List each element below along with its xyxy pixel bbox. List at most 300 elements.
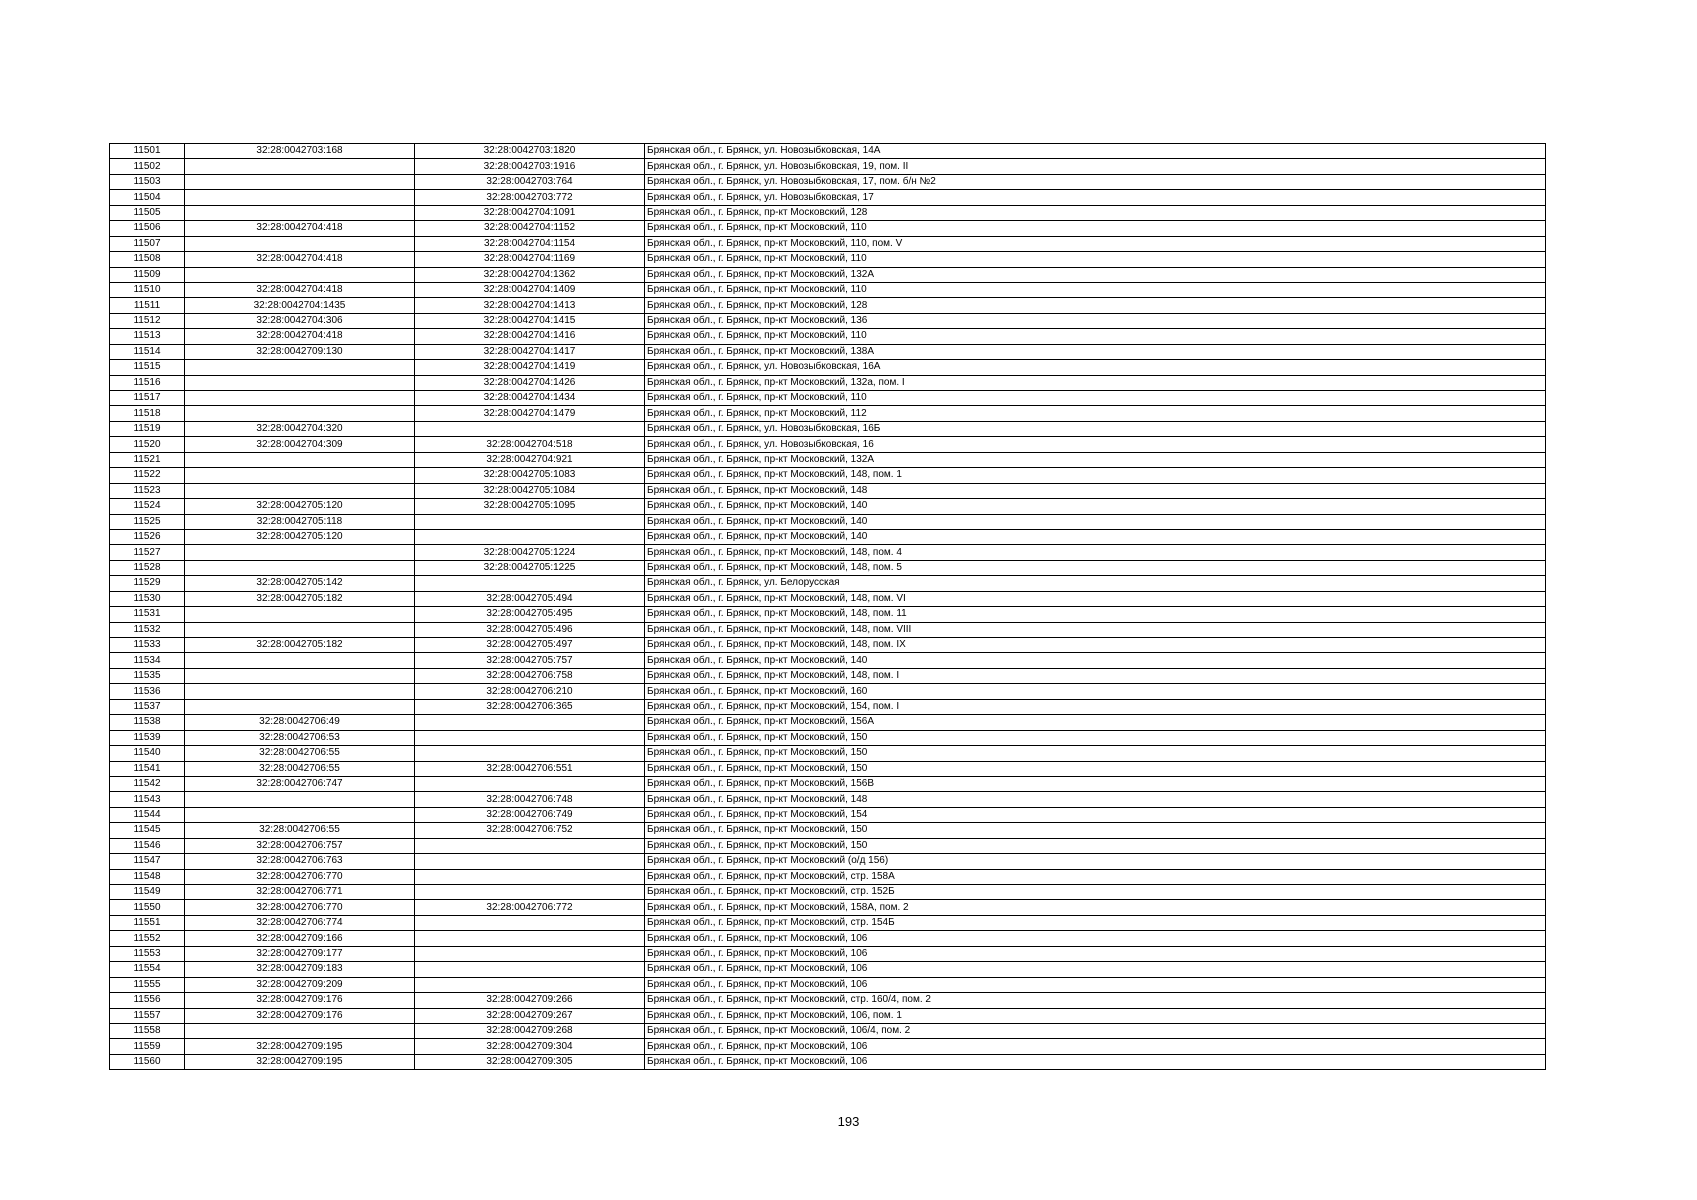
- object-number-cell: [415, 854, 645, 869]
- object-number-cell: [415, 421, 645, 436]
- address-cell: Брянская обл., г. Брянск, ул. Новозыбковская, 16А: [645, 360, 1546, 375]
- table-row: [110, 174, 1546, 189]
- object-number-cell: 32:28:0042703:1916: [415, 159, 645, 174]
- row-number-cell: 11557: [110, 1008, 185, 1023]
- row-number-cell: 11534: [110, 653, 185, 668]
- parcel-number-cell: 32:28:0042706:771: [185, 885, 415, 900]
- row-number-cell: 11503: [110, 174, 185, 189]
- parcel-number-cell: 32:28:0042709:209: [185, 977, 415, 992]
- row-number-cell: 11545: [110, 823, 185, 838]
- address-cell: Брянская обл., г. Брянск, пр-кт Московский, 148: [645, 792, 1546, 807]
- object-number-cell: 32:28:0042704:1426: [415, 375, 645, 390]
- parcel-number-cell: 32:28:0042705:118: [185, 514, 415, 529]
- parcel-number-cell: [185, 159, 415, 174]
- object-number-cell: 32:28:0042705:1095: [415, 499, 645, 514]
- object-number-cell: [415, 977, 645, 992]
- parcel-number-cell: 32:28:0042706:770: [185, 869, 415, 884]
- address-cell: Брянская обл., г. Брянск, пр-кт Московский, 106: [645, 946, 1546, 961]
- row-number-cell: 11523: [110, 483, 185, 498]
- parcel-number-cell: [185, 468, 415, 483]
- object-number-cell: [415, 931, 645, 946]
- table-row: [110, 499, 1546, 514]
- address-cell: Брянская обл., г. Брянск, пр-кт Московский, 160: [645, 684, 1546, 699]
- table-row: [110, 854, 1546, 869]
- object-number-cell: 32:28:0042704:518: [415, 437, 645, 452]
- row-number-cell: 11537: [110, 699, 185, 714]
- object-number-cell: 32:28:0042705:1084: [415, 483, 645, 498]
- object-number-cell: [415, 838, 645, 853]
- object-number-cell: [415, 730, 645, 745]
- row-number-cell: 11502: [110, 159, 185, 174]
- parcel-number-cell: 32:28:0042705:142: [185, 576, 415, 591]
- table-row: [110, 421, 1546, 436]
- object-number-cell: 32:28:0042706:772: [415, 900, 645, 915]
- parcel-number-cell: 32:28:0042704:1435: [185, 298, 415, 313]
- parcel-number-cell: [185, 653, 415, 668]
- object-number-cell: 32:28:0042705:1225: [415, 560, 645, 575]
- table-row: [110, 915, 1546, 930]
- address-cell: Брянская обл., г. Брянск, пр-кт Московский, 110: [645, 282, 1546, 297]
- object-number-cell: 32:28:0042705:495: [415, 607, 645, 622]
- address-cell: Брянская обл., г. Брянск, пр-кт Московский, 110, пом. V: [645, 236, 1546, 251]
- object-number-cell: 32:28:0042704:1091: [415, 205, 645, 220]
- address-cell: Брянская обл., г. Брянск, пр-кт Московский, 156В: [645, 776, 1546, 791]
- address-cell: Брянская обл., г. Брянск, пр-кт Московский, 112: [645, 406, 1546, 421]
- row-number-cell: 11522: [110, 468, 185, 483]
- row-number-cell: 11529: [110, 576, 185, 591]
- row-number-cell: 11516: [110, 375, 185, 390]
- parcel-number-cell: 32:28:0042705:120: [185, 499, 415, 514]
- row-number-cell: 11543: [110, 792, 185, 807]
- object-number-cell: 32:28:0042709:304: [415, 1039, 645, 1054]
- row-number-cell: 11556: [110, 993, 185, 1008]
- row-number-cell: 11525: [110, 514, 185, 529]
- address-cell: Брянская обл., г. Брянск, пр-кт Московский, 148, пом. 4: [645, 545, 1546, 560]
- row-number-cell: 11532: [110, 622, 185, 637]
- table-row: [110, 529, 1546, 544]
- parcel-number-cell: 32:28:0042704:309: [185, 437, 415, 452]
- parcel-number-cell: 32:28:0042706:53: [185, 730, 415, 745]
- address-cell: Брянская обл., г. Брянск, пр-кт Московский, 128: [645, 298, 1546, 313]
- row-number-cell: 11506: [110, 221, 185, 236]
- address-cell: Брянская обл., г. Брянск, пр-кт Московский (о/д 156): [645, 854, 1546, 869]
- table-row: [110, 993, 1546, 1008]
- object-number-cell: 32:28:0042704:1416: [415, 329, 645, 344]
- table-row: [110, 715, 1546, 730]
- parcel-number-cell: 32:28:0042706:757: [185, 838, 415, 853]
- table-row: [110, 267, 1546, 282]
- table-row: [110, 653, 1546, 668]
- row-number-cell: 11518: [110, 406, 185, 421]
- object-number-cell: [415, 514, 645, 529]
- table-row: [110, 205, 1546, 220]
- address-cell: Брянская обл., г. Брянск, пр-кт Московский, 150: [645, 746, 1546, 761]
- row-number-cell: 11540: [110, 746, 185, 761]
- parcel-number-cell: 32:28:0042703:168: [185, 144, 415, 159]
- table-row: [110, 313, 1546, 328]
- object-number-cell: 32:28:0042705:496: [415, 622, 645, 637]
- address-cell: Брянская обл., г. Брянск, пр-кт Московский, 132а, пом. I: [645, 375, 1546, 390]
- table-row: [110, 452, 1546, 467]
- table-row: [110, 699, 1546, 714]
- parcel-number-cell: [185, 684, 415, 699]
- parcel-number-cell: 32:28:0042706:55: [185, 823, 415, 838]
- parcel-number-cell: 32:28:0042709:166: [185, 931, 415, 946]
- row-number-cell: 11509: [110, 267, 185, 282]
- object-number-cell: 32:28:0042704:1415: [415, 313, 645, 328]
- parcel-number-cell: [185, 668, 415, 683]
- object-number-cell: [415, 915, 645, 930]
- row-number-cell: 11510: [110, 282, 185, 297]
- parcel-number-cell: [185, 174, 415, 189]
- address-cell: Брянская обл., г. Брянск, ул. Новозыбковская, 17, пом. б/н №2: [645, 174, 1546, 189]
- row-number-cell: 11530: [110, 591, 185, 606]
- table-row: [110, 931, 1546, 946]
- object-number-cell: 32:28:0042706:749: [415, 807, 645, 822]
- table-row: [110, 607, 1546, 622]
- row-number-cell: 11517: [110, 391, 185, 406]
- parcel-number-cell: 32:28:0042704:418: [185, 329, 415, 344]
- table-row: [110, 252, 1546, 267]
- address-cell: Брянская обл., г. Брянск, пр-кт Московский, 140: [645, 499, 1546, 514]
- address-cell: Брянская обл., г. Брянск, пр-кт Московский, 140: [645, 529, 1546, 544]
- table-row: [110, 545, 1546, 560]
- table-row: [110, 329, 1546, 344]
- row-number-cell: 11511: [110, 298, 185, 313]
- row-number-cell: 11547: [110, 854, 185, 869]
- object-number-cell: 32:28:0042705:494: [415, 591, 645, 606]
- address-cell: Брянская обл., г. Брянск, пр-кт Московский, 110: [645, 391, 1546, 406]
- object-number-cell: 32:28:0042706:748: [415, 792, 645, 807]
- row-number-cell: 11526: [110, 529, 185, 544]
- row-number-cell: 11515: [110, 360, 185, 375]
- row-number-cell: 11505: [110, 205, 185, 220]
- parcel-number-cell: [185, 483, 415, 498]
- address-cell: Брянская обл., г. Брянск, ул. Новозыбковская, 16Б: [645, 421, 1546, 436]
- object-number-cell: 32:28:0042704:1152: [415, 221, 645, 236]
- row-number-cell: 11555: [110, 977, 185, 992]
- parcel-number-cell: 32:28:0042709:183: [185, 962, 415, 977]
- parcel-number-cell: 32:28:0042709:176: [185, 993, 415, 1008]
- object-number-cell: 32:28:0042706:758: [415, 668, 645, 683]
- object-number-cell: [415, 746, 645, 761]
- table-row: [110, 869, 1546, 884]
- address-cell: Брянская обл., г. Брянск, пр-кт Московский, 148, пом. VIII: [645, 622, 1546, 637]
- address-cell: Брянская обл., г. Брянск, ул. Новозыбковская, 17: [645, 190, 1546, 205]
- address-cell: Брянская обл., г. Брянск, пр-кт Московский, 106: [645, 1039, 1546, 1054]
- row-number-cell: 11539: [110, 730, 185, 745]
- row-number-cell: 11552: [110, 931, 185, 946]
- table-row: [110, 560, 1546, 575]
- address-cell: Брянская обл., г. Брянск, ул. Белорусская: [645, 576, 1546, 591]
- row-number-cell: 11559: [110, 1039, 185, 1054]
- row-number-cell: 11548: [110, 869, 185, 884]
- parcel-number-cell: [185, 205, 415, 220]
- table-row: [110, 591, 1546, 606]
- object-number-cell: 32:28:0042705:497: [415, 638, 645, 653]
- object-number-cell: 32:28:0042705:1083: [415, 468, 645, 483]
- table-row: [110, 885, 1546, 900]
- object-number-cell: 32:28:0042704:1419: [415, 360, 645, 375]
- address-cell: Брянская обл., г. Брянск, пр-кт Московский, 150: [645, 730, 1546, 745]
- object-number-cell: 32:28:0042704:1169: [415, 252, 645, 267]
- address-cell: Брянская обл., г. Брянск, пр-кт Московский, 106: [645, 962, 1546, 977]
- object-number-cell: 32:28:0042704:1409: [415, 282, 645, 297]
- parcel-number-cell: 32:28:0042709:176: [185, 1008, 415, 1023]
- parcel-number-cell: 32:28:0042706:770: [185, 900, 415, 915]
- object-number-cell: 32:28:0042706:210: [415, 684, 645, 699]
- address-cell: Брянская обл., г. Брянск, пр-кт Московский, 132А: [645, 267, 1546, 282]
- address-cell: Брянская обл., г. Брянск, пр-кт Московский, 132А: [645, 452, 1546, 467]
- row-number-cell: 11533: [110, 638, 185, 653]
- parcel-number-cell: [185, 406, 415, 421]
- parcel-number-cell: [185, 267, 415, 282]
- row-number-cell: 11544: [110, 807, 185, 822]
- address-cell: Брянская обл., г. Брянск, пр-кт Московский, 148, пом. 1: [645, 468, 1546, 483]
- table-row: [110, 900, 1546, 915]
- object-number-cell: 32:28:0042703:1820: [415, 144, 645, 159]
- table-row: [110, 360, 1546, 375]
- parcel-number-cell: 32:28:0042705:182: [185, 638, 415, 653]
- row-number-cell: 11554: [110, 962, 185, 977]
- object-number-cell: 32:28:0042704:1434: [415, 391, 645, 406]
- row-number-cell: 11521: [110, 452, 185, 467]
- object-number-cell: 32:28:0042704:1417: [415, 344, 645, 359]
- object-number-cell: [415, 576, 645, 591]
- row-number-cell: 11553: [110, 946, 185, 961]
- parcel-number-cell: 32:28:0042706:747: [185, 776, 415, 791]
- parcel-number-cell: 32:28:0042709:195: [185, 1039, 415, 1054]
- table-row: [110, 576, 1546, 591]
- address-cell: Брянская обл., г. Брянск, пр-кт Московский, 148, пом. VI: [645, 591, 1546, 606]
- parcel-number-cell: [185, 190, 415, 205]
- parcel-number-cell: [185, 236, 415, 251]
- page-number: 193: [837, 1114, 860, 1129]
- table-row: [110, 761, 1546, 776]
- table-row: [110, 746, 1546, 761]
- address-cell: Брянская обл., г. Брянск, ул. Новозыбковская, 14А: [645, 144, 1546, 159]
- table-row: [110, 962, 1546, 977]
- row-number-cell: 11514: [110, 344, 185, 359]
- table-row: [110, 792, 1546, 807]
- parcel-number-cell: 32:28:0042705:120: [185, 529, 415, 544]
- address-cell: Брянская обл., г. Брянск, пр-кт Московский, 156А: [645, 715, 1546, 730]
- parcel-number-cell: [185, 391, 415, 406]
- table-row: [110, 468, 1546, 483]
- address-cell: Брянская обл., г. Брянск, пр-кт Московский, 148, пом. I: [645, 668, 1546, 683]
- table-row: [110, 437, 1546, 452]
- parcel-number-cell: [185, 1023, 415, 1038]
- row-number-cell: 11541: [110, 761, 185, 776]
- address-cell: Брянская обл., г. Брянск, пр-кт Московский, 106/4, пом. 2: [645, 1023, 1546, 1038]
- table-row: [110, 221, 1546, 236]
- table-row: [110, 391, 1546, 406]
- object-number-cell: 32:28:0042703:772: [415, 190, 645, 205]
- parcel-number-cell: 32:28:0042706:774: [185, 915, 415, 930]
- row-number-cell: 11558: [110, 1023, 185, 1038]
- address-cell: Брянская обл., г. Брянск, пр-кт Московский, 148, пом. IX: [645, 638, 1546, 653]
- parcel-number-cell: 32:28:0042704:418: [185, 221, 415, 236]
- object-number-cell: 32:28:0042704:1154: [415, 236, 645, 251]
- object-number-cell: [415, 776, 645, 791]
- parcel-number-cell: 32:28:0042709:195: [185, 1054, 415, 1069]
- parcel-number-cell: 32:28:0042704:418: [185, 282, 415, 297]
- object-number-cell: 32:28:0042709:268: [415, 1023, 645, 1038]
- table-row: [110, 514, 1546, 529]
- row-number-cell: 11524: [110, 499, 185, 514]
- table-row: [110, 236, 1546, 251]
- object-number-cell: 32:28:0042709:267: [415, 1008, 645, 1023]
- row-number-cell: 11519: [110, 421, 185, 436]
- row-number-cell: 11546: [110, 838, 185, 853]
- parcel-number-cell: 32:28:0042706:55: [185, 746, 415, 761]
- address-cell: Брянская обл., г. Брянск, пр-кт Московский, стр. 154Б: [645, 915, 1546, 930]
- object-number-cell: 32:28:0042704:921: [415, 452, 645, 467]
- address-cell: Брянская обл., г. Брянск, пр-кт Московский, 106, пом. 1: [645, 1008, 1546, 1023]
- parcel-number-cell: 32:28:0042704:320: [185, 421, 415, 436]
- address-cell: Брянская обл., г. Брянск, пр-кт Московский, 148, пом. 11: [645, 607, 1546, 622]
- parcel-number-cell: [185, 360, 415, 375]
- parcel-number-cell: [185, 699, 415, 714]
- object-number-cell: [415, 962, 645, 977]
- object-number-cell: 32:28:0042703:764: [415, 174, 645, 189]
- row-number-cell: 11520: [110, 437, 185, 452]
- registry-table: [109, 143, 1546, 1070]
- object-number-cell: [415, 946, 645, 961]
- parcel-number-cell: 32:28:0042706:763: [185, 854, 415, 869]
- object-number-cell: [415, 529, 645, 544]
- row-number-cell: 11512: [110, 313, 185, 328]
- address-cell: Брянская обл., г. Брянск, пр-кт Московский, 150: [645, 838, 1546, 853]
- row-number-cell: 11560: [110, 1054, 185, 1069]
- row-number-cell: 11508: [110, 252, 185, 267]
- object-number-cell: 32:28:0042706:752: [415, 823, 645, 838]
- address-cell: Брянская обл., г. Брянск, пр-кт Московский, 154: [645, 807, 1546, 822]
- address-cell: Брянская обл., г. Брянск, пр-кт Московский, 128: [645, 205, 1546, 220]
- table-row: [110, 622, 1546, 637]
- table-row: [110, 406, 1546, 421]
- row-number-cell: 11507: [110, 236, 185, 251]
- row-number-cell: 11513: [110, 329, 185, 344]
- table-row: [110, 807, 1546, 822]
- address-cell: Брянская обл., г. Брянск, пр-кт Московский, 106: [645, 977, 1546, 992]
- address-cell: Брянская обл., г. Брянск, пр-кт Московский, 140: [645, 653, 1546, 668]
- parcel-number-cell: [185, 452, 415, 467]
- address-cell: Брянская обл., г. Брянск, пр-кт Московский, стр. 152Б: [645, 885, 1546, 900]
- row-number-cell: 11501: [110, 144, 185, 159]
- address-cell: Брянская обл., г. Брянск, пр-кт Московский, 140: [645, 514, 1546, 529]
- parcel-number-cell: [185, 560, 415, 575]
- address-cell: Брянская обл., г. Брянск, ул. Новозыбковская, 16: [645, 437, 1546, 452]
- address-cell: Брянская обл., г. Брянск, пр-кт Московский, 106: [645, 931, 1546, 946]
- address-cell: Брянская обл., г. Брянск, пр-кт Московский, 150: [645, 761, 1546, 776]
- parcel-number-cell: [185, 792, 415, 807]
- address-cell: Брянская обл., г. Брянск, пр-кт Московский, 138А: [645, 344, 1546, 359]
- row-number-cell: 11535: [110, 668, 185, 683]
- table-row: [110, 190, 1546, 205]
- parcel-number-cell: 32:28:0042706:49: [185, 715, 415, 730]
- address-cell: Брянская обл., г. Брянск, пр-кт Московский, 150: [645, 823, 1546, 838]
- parcel-number-cell: 32:28:0042709:130: [185, 344, 415, 359]
- object-number-cell: 32:28:0042705:757: [415, 653, 645, 668]
- parcel-number-cell: [185, 622, 415, 637]
- table-row: [110, 776, 1546, 791]
- row-number-cell: 11550: [110, 900, 185, 915]
- table-row: [110, 1023, 1546, 1038]
- address-cell: Брянская обл., г. Брянск, пр-кт Московский, 110: [645, 252, 1546, 267]
- row-number-cell: 11528: [110, 560, 185, 575]
- object-number-cell: 32:28:0042709:305: [415, 1054, 645, 1069]
- object-number-cell: 32:28:0042704:1479: [415, 406, 645, 421]
- table-row: [110, 823, 1546, 838]
- row-number-cell: 11549: [110, 885, 185, 900]
- parcel-number-cell: 32:28:0042706:55: [185, 761, 415, 776]
- row-number-cell: 11538: [110, 715, 185, 730]
- row-number-cell: 11542: [110, 776, 185, 791]
- parcel-number-cell: 32:28:0042709:177: [185, 946, 415, 961]
- parcel-number-cell: 32:28:0042704:306: [185, 313, 415, 328]
- object-number-cell: 32:28:0042709:266: [415, 993, 645, 1008]
- address-cell: Брянская обл., г. Брянск, пр-кт Московский, 158А, пом. 2: [645, 900, 1546, 915]
- table-row: [110, 483, 1546, 498]
- table-row: [110, 344, 1546, 359]
- table-row: [110, 159, 1546, 174]
- table-row: [110, 1039, 1546, 1054]
- table-row: [110, 282, 1546, 297]
- table-row: [110, 730, 1546, 745]
- row-number-cell: 11527: [110, 545, 185, 560]
- object-number-cell: [415, 885, 645, 900]
- address-cell: Брянская обл., г. Брянск, пр-кт Московский, 110: [645, 221, 1546, 236]
- address-cell: Брянская обл., г. Брянск, пр-кт Московский, 148: [645, 483, 1546, 498]
- object-number-cell: [415, 715, 645, 730]
- table-row: [110, 668, 1546, 683]
- address-cell: Брянская обл., г. Брянск, пр-кт Московский, 136: [645, 313, 1546, 328]
- parcel-number-cell: [185, 375, 415, 390]
- parcel-number-cell: 32:28:0042704:418: [185, 252, 415, 267]
- table-row: [110, 298, 1546, 313]
- row-number-cell: 11504: [110, 190, 185, 205]
- parcel-number-cell: 32:28:0042705:182: [185, 591, 415, 606]
- address-cell: Брянская обл., г. Брянск, ул. Новозыбковская, 19, пом. II: [645, 159, 1546, 174]
- parcel-number-cell: [185, 545, 415, 560]
- address-cell: Брянская обл., г. Брянск, пр-кт Московский, 106: [645, 1054, 1546, 1069]
- object-number-cell: 32:28:0042706:551: [415, 761, 645, 776]
- address-cell: Брянская обл., г. Брянск, пр-кт Московский, 148, пом. 5: [645, 560, 1546, 575]
- object-number-cell: 32:28:0042705:1224: [415, 545, 645, 560]
- address-cell: Брянская обл., г. Брянск, пр-кт Московский, стр. 160/4, пом. 2: [645, 993, 1546, 1008]
- address-cell: Брянская обл., г. Брянск, пр-кт Московский, 154, пом. I: [645, 699, 1546, 714]
- row-number-cell: 11536: [110, 684, 185, 699]
- parcel-number-cell: [185, 807, 415, 822]
- row-number-cell: 11531: [110, 607, 185, 622]
- object-number-cell: 32:28:0042706:365: [415, 699, 645, 714]
- table-row: [110, 977, 1546, 992]
- row-number-cell: 11551: [110, 915, 185, 930]
- parcel-number-cell: [185, 607, 415, 622]
- address-cell: Брянская обл., г. Брянск, пр-кт Московский, 110: [645, 329, 1546, 344]
- table-row: [110, 144, 1546, 159]
- table-body: [110, 144, 1546, 1070]
- address-cell: Брянская обл., г. Брянск, пр-кт Московский, стр. 158А: [645, 869, 1546, 884]
- table-row: [110, 638, 1546, 653]
- object-number-cell: 32:28:0042704:1362: [415, 267, 645, 282]
- table-row: [110, 838, 1546, 853]
- table-row: [110, 684, 1546, 699]
- object-number-cell: [415, 869, 645, 884]
- table-row: [110, 375, 1546, 390]
- table-row: [110, 1008, 1546, 1023]
